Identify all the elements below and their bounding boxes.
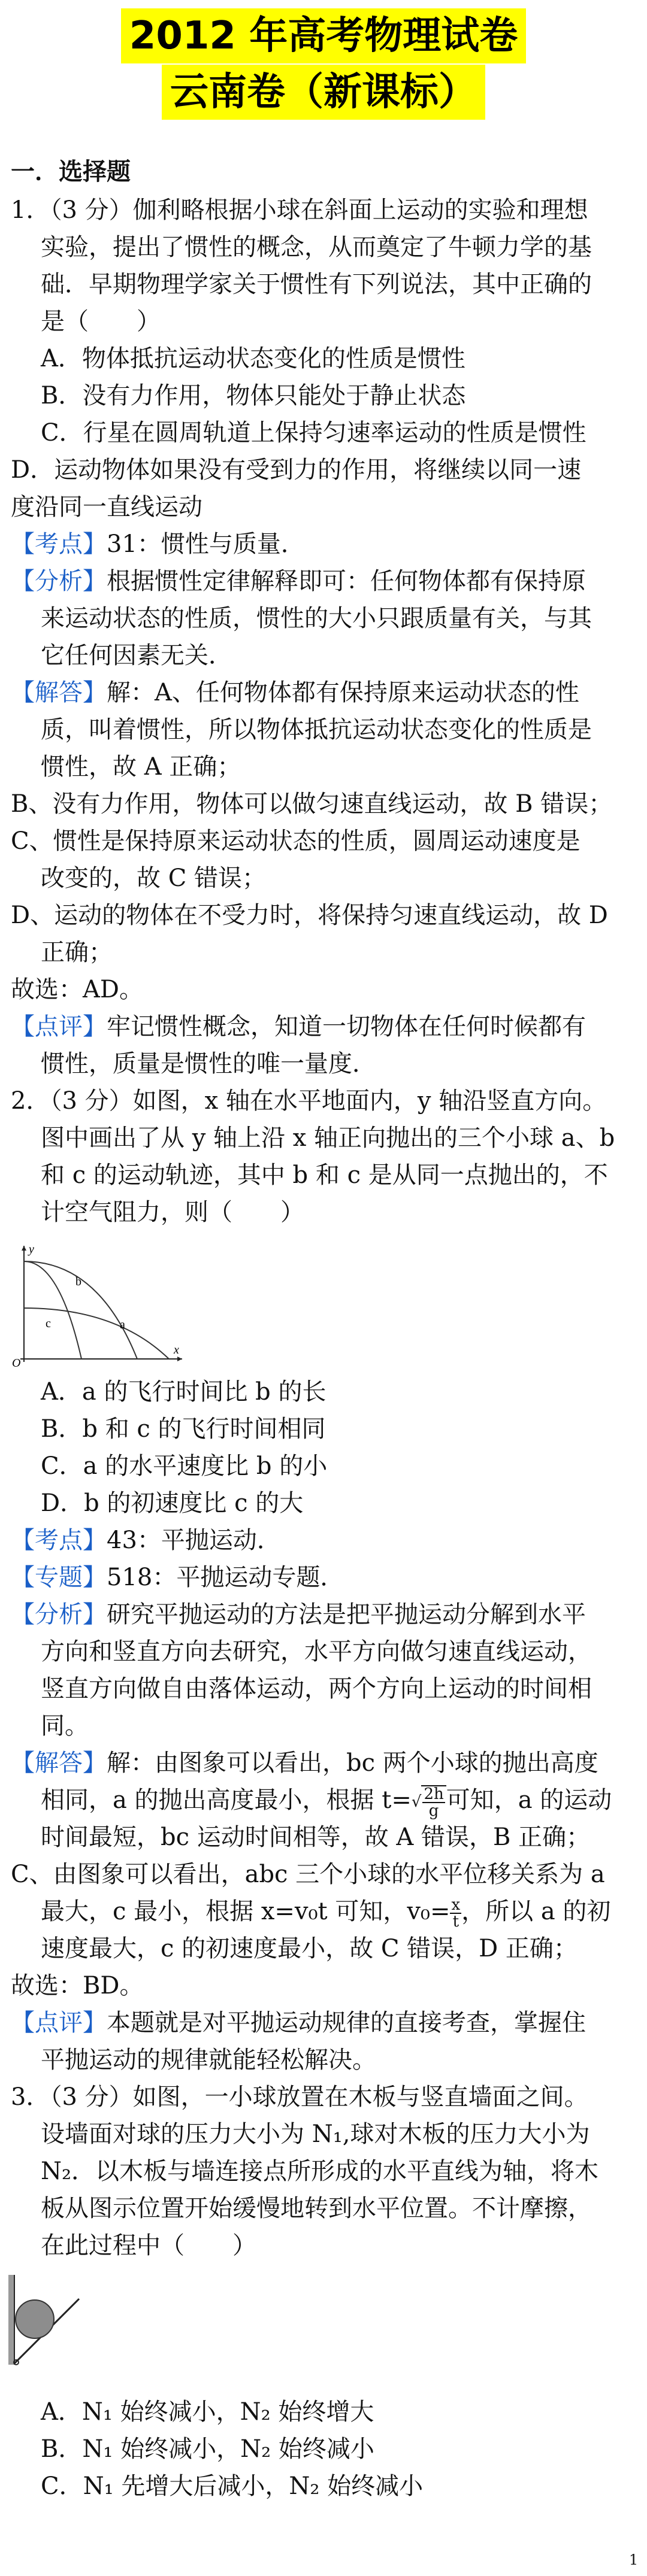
q2-stem-line: 2．（3 分）如图，x 轴在水平地面内，y 轴沿竖直方向。 [11,1087,607,1115]
q2-fenxi-line: 方向和竖直方向去研究，水平方向做匀速直线运动， [41,1638,592,1665]
q1-jieda-line: C、惯性是保持原来运动状态的性质，圆周运动速度是 [11,827,581,855]
zhuanti-tag: 【专题】 [11,1564,107,1591]
q2-zhuanti: 【专题】518：平抛运动专题． [11,1564,344,1591]
q1-option-c: C．行星在圆周轨道上保持匀速率运动的性质是惯性 [41,419,586,447]
q1-jieda-line: 惯性，故 A 正确； [41,753,241,781]
q2-jieda-line-formula: 相同，a 的抛出高度最小，根据 t=√ $\frac{2h}{g}$ 可知，a 的运动 [41,1785,612,1820]
q2-fenxi-line: 竖直方向做自由落体运动，两个方向上运动的时间相 [41,1675,592,1703]
q3-stem-line: 3．（3 分）如图，一小球放置在木板与竖直墙面之间。 [11,2083,588,2111]
x-axis-label: x [174,1343,179,1357]
origin-label: O [12,1357,21,1368]
fraction-formula: $\frac{x}{t}$ [451,1896,461,1931]
x-axis-arrow-icon [177,1357,182,1361]
q2-answer: 故选：BD。 [11,1972,144,1999]
q1-jieda-line: 正确； [41,939,113,966]
q1-option-a: A．物体抵抗运动状态变化的性质是惯性 [41,345,465,372]
sqrt-formula: √ $\frac{2h}{g}$ [412,1785,446,1819]
q2-kaodian: 【考点】43：平抛运动． [11,1527,281,1554]
page-subtitle: 云南卷（新课标） [162,65,485,120]
q2-dianping: 【点评】本题就是对平抛运动规律的直接考查，掌握住 [11,2009,586,2037]
q1-stem-line: 1．（3 分）伽利略根据小球在斜面上运动的实验和理想 [11,196,588,224]
q3-option-a: A．N₁ 始终减小，N₂ 始终增大 [41,2398,374,2426]
q3-stem-line: 在此过程中（ ） [41,2232,256,2259]
q2-option-c: C．a 的水平速度比 b 的小 [41,1452,328,1480]
curve-label-a: a [120,1318,125,1331]
y-axis-arrow-icon [22,1246,26,1251]
ball-board-wall-figure [8,2275,86,2371]
projectile-trajectory-figure [8,1242,188,1368]
q3-stem-line: N₂．以木板与墙连接点所形成的水平直线为轴，将木 [41,2158,599,2185]
q1-stem-line: 实验，提出了惯性的概念，从而奠定了牛顿力学的基 [41,233,592,261]
q1-option-b: B．没有力作用，物体只能处于静止状态 [41,382,466,409]
dianping-tag: 【点评】 [11,1013,107,1040]
q1-option-d-cont: 度沿同一直线运动 [11,493,202,521]
q1-stem-line: 是（ ） [41,308,161,335]
dianping-tag: 【点评】 [11,2009,107,2037]
fenxi-tag: 【分析】 [11,568,107,595]
kaodian-tag: 【考点】 [11,530,107,558]
q1-fenxi-line: 来运动状态的性质，惯性的大小只跟质量有关，与其 [41,605,592,632]
q2-option-b: B．b 和 c 的飞行时间相同 [41,1415,326,1443]
title-line-1-wrap [0,8,647,63]
q1-stem-line: 础．早期物理学家关于惯性有下列说法，其中正确的 [41,271,592,298]
q1-jieda-line: D、运动的物体在不受力时，将保持匀速直线运动，故 D [11,902,608,929]
q2-stem-line: 图中画出了从 y 轴上沿 x 轴正向抛出的三个小球 a、b [41,1124,615,1152]
q3-stem-line: 设墙面对球的压力大小为 N₁,球对木板的压力大小为 [41,2120,590,2148]
q2-jieda: 【解答】解：由图象可以看出，bc 两个小球的抛出高度 [11,1749,598,1777]
wall-hatching [8,2275,14,2365]
jieda-tag: 【解答】 [11,1749,107,1777]
kaodian-tag: 【考点】 [11,1527,107,1554]
q1-dianping: 【点评】牢记惯性概念，知道一切物体在任何时候都有 [11,1013,586,1040]
q3-stem-line: 板从图示位置开始缓慢地转到水平位置。不计摩擦， [41,2195,592,2222]
q1-jieda-line: B、没有力作用，物体可以做匀速直线运动，故 B 错误； [11,790,613,818]
q2-option-d: D．b 的初速度比 c 的大 [41,1489,304,1517]
q1-option-d: D．运动物体如果没有受到力的作用，将继续以同一速 [11,456,582,484]
q1-jieda-line: 改变的，故 C 错误； [41,864,267,892]
q1-jieda: 【解答】解：A、任何物体都有保持原来运动状态的性 [11,679,579,706]
q1-kaodian: 【考点】31：惯性与质量． [11,530,305,558]
page-number: 1 [629,2551,639,2568]
q2-jieda-line: 速度最大，c 的初速度最小，故 C 错误，D 正确； [41,1935,578,1962]
q2-jieda-line-formula: 最大，c 最小，根据 x=v₀t 可知，v₀= $\frac{x}{t}$ ，所以 a 的初 [41,1896,611,1931]
q1-jieda-line: 质，叫着惯性，所以物体抵抗运动状态变化的性质是 [41,716,592,744]
title-line-2-wrap [0,65,647,120]
q2-stem-line: 计空气阻力，则（ ） [41,1199,304,1226]
q3-option-b: B．N₁ 始终减小，N₂ 始终减小 [41,2435,374,2463]
q2-dianping-line: 平抛运动的规律就能轻松解决。 [41,2046,376,2074]
fenxi-tag: 【分析】 [11,1601,107,1628]
section-heading: 一．选择题 [11,158,131,186]
ball [16,2300,54,2338]
q2-stem-line: 和 c 的运动轨迹，其中 b 和 c 是从同一点抛出的，不 [41,1161,608,1189]
jieda-tag: 【解答】 [11,679,107,706]
curve-label-b: b [75,1275,81,1288]
q3-option-c: C．N₁ 先增大后减小，N₂ 始终减小 [41,2472,424,2500]
y-axis-label: y [29,1243,34,1256]
q2-fenxi: 【分析】研究平抛运动的方法是把平抛运动分解到水平 [11,1601,586,1628]
q2-jieda-line: 时间最短，bc 运动时间相等，故 A 错误，B 正确； [41,1823,591,1851]
q1-answer: 故选：AD。 [11,976,143,1003]
q1-fenxi-line: 它任何因素无关． [41,642,232,669]
trajectory-a [24,1308,169,1359]
curve-label-c: c [46,1317,51,1330]
page-title: 2012 年高考物理试卷 [121,8,526,63]
q1-dianping-line: 惯性，质量是惯性的唯一量度． [41,1050,376,1078]
q2-jieda-line: C、由图象可以看出，abc 三个小球的水平位移关系为 a [11,1861,605,1888]
q2-option-a: A．a 的飞行时间比 b 的长 [41,1378,326,1406]
q2-fenxi-line: 同。 [41,1712,89,1740]
q1-fenxi: 【分析】根据惯性定律解释即可：任何物体都有保持原 [11,568,586,595]
trajectory-c [24,1261,81,1359]
